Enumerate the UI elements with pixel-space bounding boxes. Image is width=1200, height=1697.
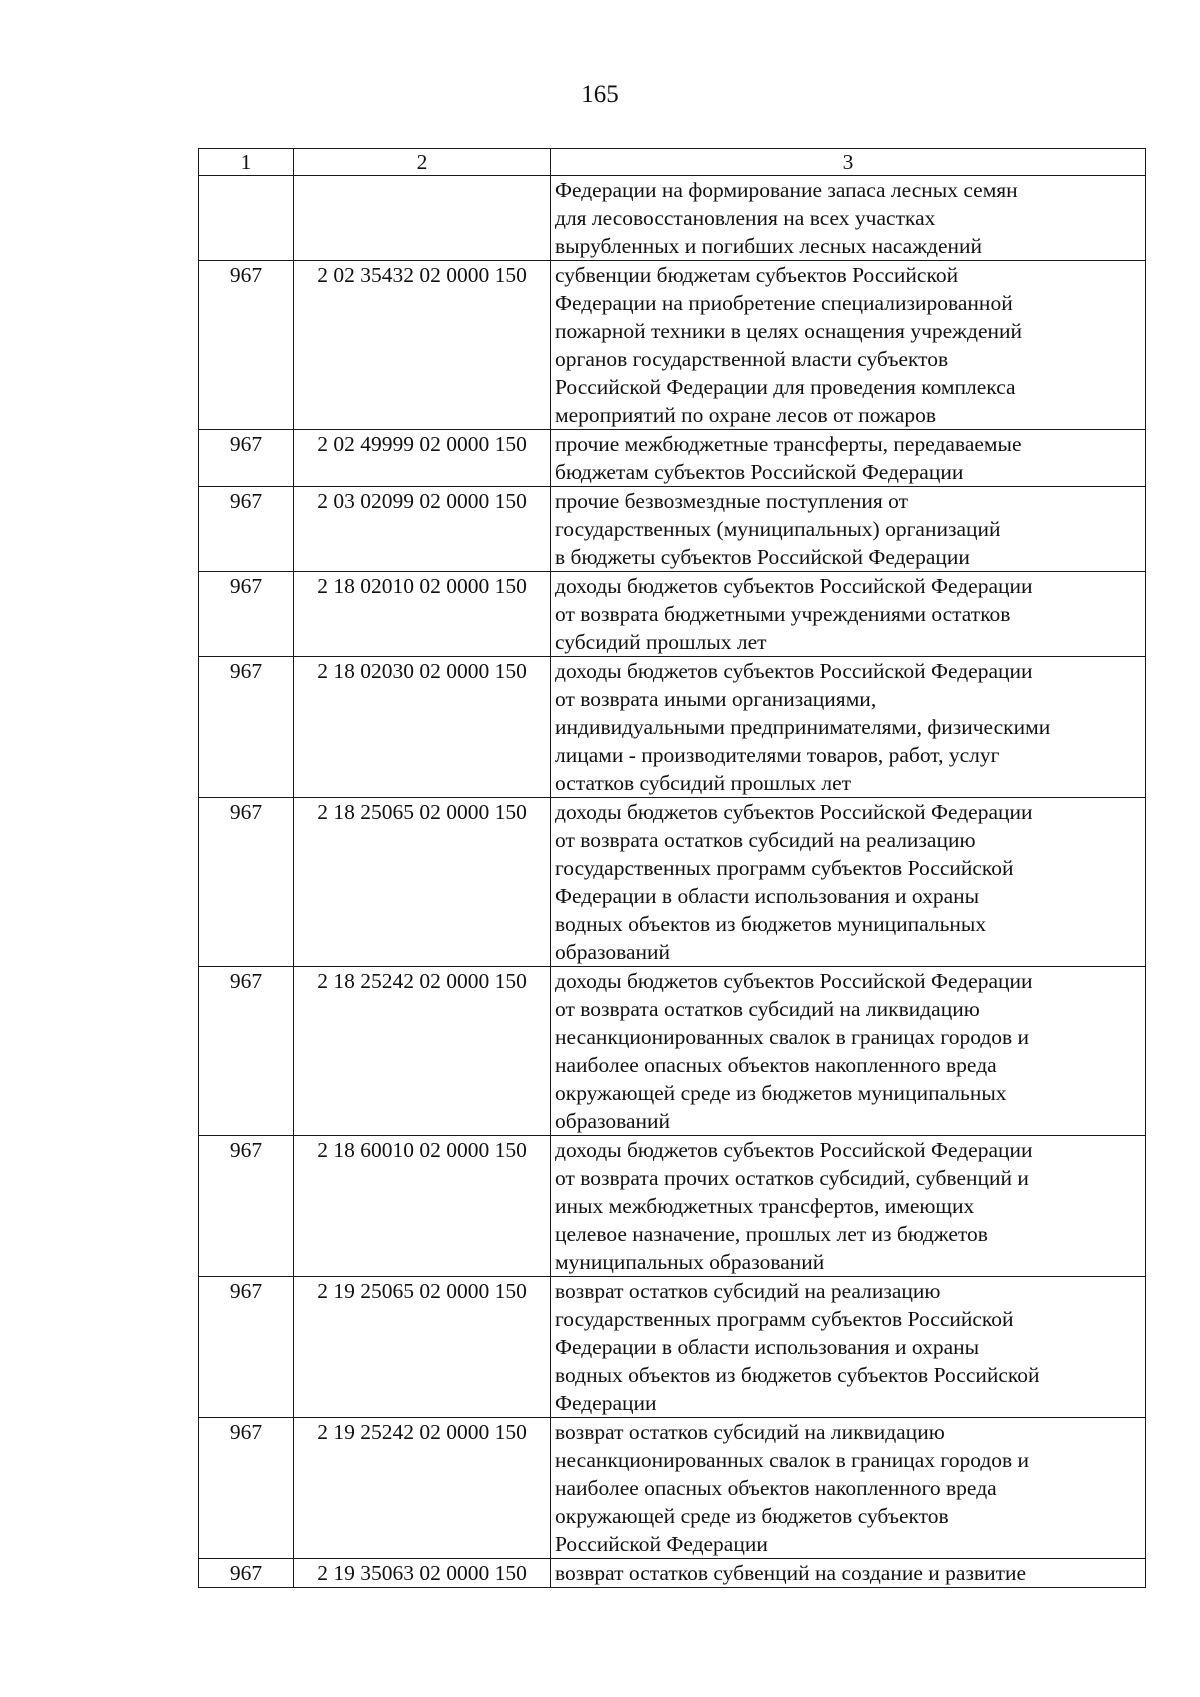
description-cell [551, 1559, 1146, 1588]
description-line: в бюджеты субъектов Российской Федерации [555, 545, 970, 569]
budget-code-cell: 2 19 25065 02 0000 150 [294, 1277, 551, 1418]
description-line: Российской Федерации [555, 1532, 768, 1556]
description-line: возврат остатков субсидий на ликвидацию [555, 1420, 945, 1444]
description-line: целевое назначение, прошлых лет из бюджетов [555, 1222, 988, 1246]
description-line: доходы бюджетов субъектов Российской Федерации [555, 800, 1033, 824]
description-line: государственных (муниципальных) организаций [555, 517, 1001, 541]
description-line: субсидий прошлых лет [555, 630, 767, 654]
description-line: от возврата бюджетными учреждениями остатков [555, 602, 1011, 626]
table-row [199, 176, 1146, 261]
description-cell [551, 798, 1146, 967]
description-line: доходы бюджетов субъектов Российской Федерации [555, 659, 1033, 683]
description-line: государственных программ субъектов Российской [555, 856, 1014, 880]
description-line: Федерации [555, 1391, 657, 1415]
description-cell [551, 1136, 1146, 1277]
table-row [199, 1136, 1146, 1277]
description-line: водных объектов из бюджетов муниципальных [555, 912, 987, 936]
admin-code-cell: 967 [199, 657, 294, 798]
table-row [199, 798, 1146, 967]
table-row [199, 1277, 1146, 1418]
admin-code-cell: 967 [199, 798, 294, 967]
description-cell [551, 430, 1146, 487]
description-line: наиболее опасных объектов накопленного вреда [555, 1476, 997, 1500]
revenue-codes-table [198, 148, 1146, 1588]
description-line: доходы бюджетов субъектов Российской Федерации [555, 574, 1033, 598]
description-cell [551, 572, 1146, 657]
description-line: Федерации на формирование запаса лесных семян [555, 178, 1018, 202]
description-line: прочие межбюджетные трансферты, передаваемые [555, 432, 1022, 456]
budget-code-cell: 2 02 35432 02 0000 150 [294, 261, 551, 430]
description-line: Российской Федерации для проведения комплекса [555, 375, 1016, 399]
description-line: от возврата остатков субсидий на ликвидацию [555, 997, 980, 1021]
admin-code-cell: 967 [199, 487, 294, 572]
admin-code-cell: 967 [199, 1559, 294, 1588]
budget-code-cell: 2 18 25065 02 0000 150 [294, 798, 551, 967]
description-line: окружающей среде из бюджетов субъектов [555, 1504, 949, 1528]
budget-code-cell: 2 03 02099 02 0000 150 [294, 487, 551, 572]
description-cell [551, 657, 1146, 798]
admin-code-cell [199, 176, 294, 261]
description-line: окружающей среде из бюджетов муниципальных [555, 1081, 1007, 1105]
description-line: от возврата прочих остатков субсидий, субвенций и [555, 1166, 1029, 1190]
budget-code-cell: 2 18 02010 02 0000 150 [294, 572, 551, 657]
description-line: несанкционированных свалок в границах городов и [555, 1448, 1030, 1472]
budget-code-cell: 2 19 25242 02 0000 150 [294, 1418, 551, 1559]
table-body [199, 149, 1146, 1588]
description-line: государственных программ субъектов Российской [555, 1307, 1014, 1331]
header-col-2: 2 [294, 149, 551, 176]
table-row [199, 967, 1146, 1136]
table-row [199, 430, 1146, 487]
description-cell [551, 967, 1146, 1136]
table-row [199, 1559, 1146, 1588]
table-row [199, 261, 1146, 430]
description-line: от возврата остатков субсидий на реализацию [555, 828, 976, 852]
description-cell [551, 1277, 1146, 1418]
description-line: лицами - производителями товаров, работ, услуг [555, 743, 1000, 767]
description-line: для лесовосстановления на всех участках [555, 206, 936, 230]
budget-code-cell: 2 18 25242 02 0000 150 [294, 967, 551, 1136]
header-col-3: 3 [551, 149, 1146, 176]
description-line: иных межбюджетных трансфертов, имеющих [555, 1194, 975, 1218]
description-line: индивидуальными предпринимателями, физическими [555, 715, 1051, 739]
description-line: водных объектов из бюджетов субъектов Российской [555, 1363, 1040, 1387]
table-row [199, 657, 1146, 798]
page-number: 165 [581, 81, 619, 108]
description-line: остатков субсидий прошлых лет [555, 771, 852, 795]
admin-code-cell: 967 [199, 967, 294, 1136]
description-line: Федерации на приобретение специализированной [555, 291, 1013, 315]
budget-code-cell: 2 18 02030 02 0000 150 [294, 657, 551, 798]
budget-code-cell [294, 176, 551, 261]
description-cell [551, 1418, 1146, 1559]
description-line: муниципальных образований [555, 1250, 825, 1274]
description-line: доходы бюджетов субъектов Российской Федерации [555, 969, 1033, 993]
description-line: Федерации в области использования и охраны [555, 884, 980, 908]
admin-code-cell: 967 [199, 1418, 294, 1559]
header-col-1: 1 [199, 149, 294, 176]
budget-code-cell: 2 19 35063 02 0000 150 [294, 1559, 551, 1588]
description-line: мероприятий по охране лесов от пожаров [555, 403, 937, 427]
description-cell [551, 261, 1146, 430]
description-line: наиболее опасных объектов накопленного вреда [555, 1053, 997, 1077]
description-line: субвенции бюджетам субъектов Российской [555, 263, 959, 287]
description-line: доходы бюджетов субъектов Российской Федерации [555, 1138, 1033, 1162]
description-line: от возврата иными организациями, [555, 687, 877, 711]
table-row [199, 1418, 1146, 1559]
description-line: образований [555, 1109, 671, 1133]
table-row [199, 487, 1146, 572]
description-line: пожарной техники в целях оснащения учреждений [555, 319, 1023, 343]
description-line: возврат остатков субвенций на создание и развитие [555, 1561, 1027, 1585]
description-line: несанкционированных свалок в границах городов и [555, 1025, 1030, 1049]
admin-code-cell: 967 [199, 1277, 294, 1418]
table-header-row [199, 149, 1146, 176]
description-cell [551, 176, 1146, 261]
admin-code-cell: 967 [199, 261, 294, 430]
description-line: Федерации в области использования и охраны [555, 1335, 980, 1359]
description-line: образований [555, 940, 671, 964]
admin-code-cell: 967 [199, 430, 294, 487]
table-row [199, 572, 1146, 657]
description-line: возврат остатков субсидий на реализацию [555, 1279, 941, 1303]
description-line: прочие безвозмездные поступления от [555, 489, 909, 513]
description-line: органов государственной власти субъектов [555, 347, 949, 371]
admin-code-cell: 967 [199, 1136, 294, 1277]
description-line: бюджетам субъектов Российской Федерации [555, 460, 964, 484]
admin-code-cell: 967 [199, 572, 294, 657]
budget-code-cell: 2 02 49999 02 0000 150 [294, 430, 551, 487]
budget-code-cell: 2 18 60010 02 0000 150 [294, 1136, 551, 1277]
description-cell [551, 487, 1146, 572]
description-line: вырубленных и погибших лесных насаждений [555, 234, 983, 258]
